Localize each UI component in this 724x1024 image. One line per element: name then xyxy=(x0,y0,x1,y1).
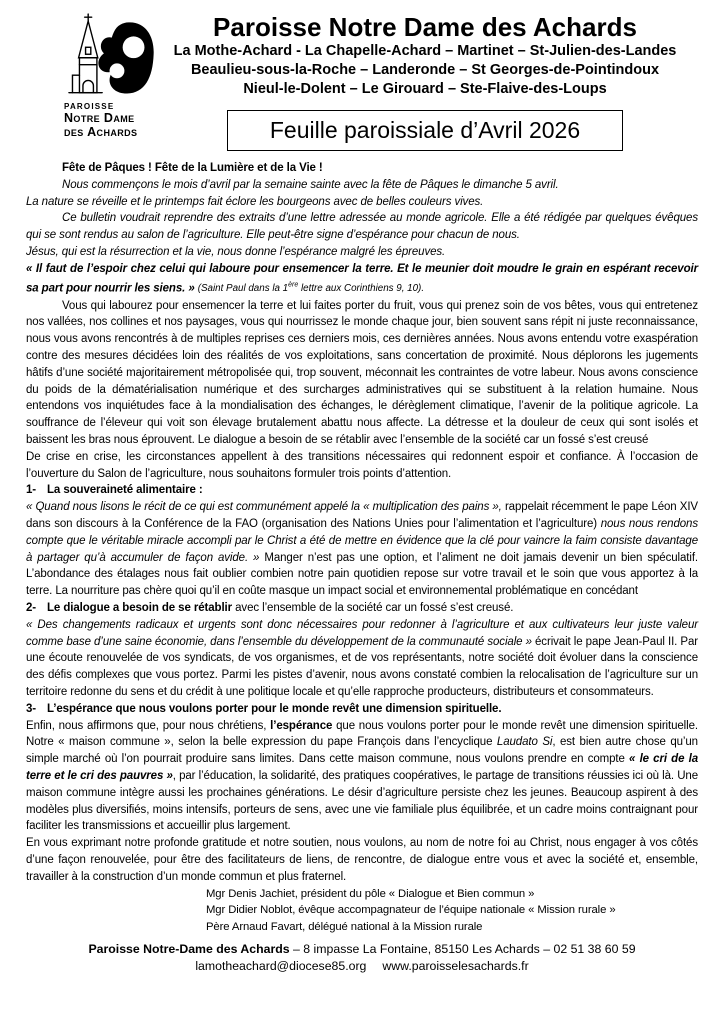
point-1-paragraph: « Quand nous lisons le récit de ce qui est communément appelé la « multiplication des pains », rappelait récemment le pape Léon XIV dans son discours à la Conférence de la FAO (organisation des Nations Unies pour l’alimentation et l’agriculture) nous nous rendons compte que le véritable miracle accompli par le Christ a été de mettre en évidence que la clé pour vaincre la faim consiste davantage à partager qu’à accumuler de façon avide. » Manger n’est pas une option, et l’aliment ne doit jamais devenir un bien spéculatif. L’abondance des étalages nous fait oublier combien notre pain quotidien repose sur votre travail et le soin que vous apportez à la terre. La nourriture pas chère quoi qu’il en coûte masque un impact social et environnemental problématique en concédant xyxy=(26,501,699,598)
footer-address: – 8 impasse La Fontaine, 85150 Les Achards – 02 51 38 60 59 xyxy=(289,941,636,956)
letter-paragraph-2: De crise en crise, les circonstances appellent à des transitions nécessaires qui redonnent espoir et confiance. À l’occasion de l’ouverture du Salon de l’agriculture, nous souhaitons formuler trois points d’attention. xyxy=(26,450,698,480)
point-1-heading: 1- La souveraineté alimentaire : xyxy=(26,484,203,497)
scripture-quote-paragraph xyxy=(26,261,698,298)
article-heading: Fête de Pâques ! Fête de la Lumière et de la Vie ! xyxy=(62,162,323,174)
intro-paragraph-3: Ce bulletin voudrait reprendre des extraits d’une lettre adressée au monde agricole. Elle a été rédigée par quelques évêques qui se sont rendus au salon de l’agriculture. Elle peut-être signe d’espérance pour chacun de nous. xyxy=(26,212,698,242)
intro-paragraph-4: Jésus, qui est la résurrection et la vie, nous donne l’espérance malgré les épreuves. xyxy=(26,245,446,258)
point-3-paragraph: Enfin, nous affirmons que, pour nous chrétiens, l’espérance que nous voulons porter pour le monde revêt une dimension spirituelle. Notre « maison commune », selon la belle expression du pape François dans l’encyclique Laudato Si, est bien autre chose qu’un simple marché où l’on pourrait produire sans limites. Dans cette maison commune, nous voulons prendre en compte « le cri de la terre et le cri des pauvres », par l’éducation, la solidarité, des pratiques coopératives, le partage de transitions réussies ici où là. Une maison commune intègre aussi les prochaines générations. Le désir d’agriculture persiste chez les jeunes. Beaucoup aspirent à des modèles plus diversifiés, moins intensifs, porteurs de sens, avec une vie familiale plus équilibrée, et un cadre moins contraignant pour faciliter les transmissions et accueillir plus largement. xyxy=(26,719,698,833)
footer-website: www.paroisselesachards.fr xyxy=(382,959,529,974)
footer xyxy=(0,941,724,976)
issue-title: Feuille paroissiale d’Avril 2026 xyxy=(269,117,581,143)
letter-paragraph-1: Vous qui labourez pour ensemencer la terre et lui faites porter du fruit, vous qui prenez soin de vos bêtes, vous qui entretenez nos vallées, nos collines et nos paysages, vous qui nourrissez le monde chaque jour, bien souvent sans répit ni juste reconnaissance, nous vous avons rencontrés à de multiples reprises ces derniers mois, ces dernières années. Nous avons entendu votre exaspération contre des mesures décidées loin des réalités de vos exploitations, sans concertation de proximité. Nous déplorons les jugements hâtifs d’une société majoritairement métropolisée qui, trop souvent, méconnait les contraintes de votre labeur. Nous avons conscience du poids de la dématérialisation numérique et des surcharges administratives qui se substituent à la relation humaine. Nous entendons vos inquiétudes face à la mondialisation des échanges, le dérèglement climatique, l’avenir de la politique agricole. La souffrance de l’éleveur qui voit son élevage brutalement abattu nous affecte. La détresse et la douleur de ceux qui sont isolés et baissent les bras nous éprouvent. Le dialogue a besoin de se rétablir avec l’ensemble de la société car un fossé s’est creusé xyxy=(26,299,698,447)
logo-caption-paroisse: PAROISSE xyxy=(64,102,115,111)
signature-line: Père Arnaud Favart, délégué national à la Mission rurale xyxy=(206,921,483,934)
parish-towns-line-3: Nieul-le-Dolent – Le Girouard – Ste-Flaive-des-Loups xyxy=(243,81,607,97)
footer-contact-line xyxy=(0,958,724,976)
logo-caption-line2: des Achards xyxy=(64,124,138,139)
point-2-heading: 2- Le dialogue a besoin de se rétablir avec l’ensemble de la société car un fossé s’est creusé. xyxy=(26,601,514,614)
newsletter-body xyxy=(26,160,698,936)
signature-line: Mgr Denis Jachiet, président du pôle « Dialogue et Bien commun » xyxy=(206,887,535,900)
parish-towns-line-2: Beaulieu-sous-la-Roche – Landeronde – St Georges-de-Pointindoux xyxy=(190,62,660,78)
point-2-paragraph: « Des changements radicaux et urgents sont donc nécessaires pour redonner à l’agriculture et aux cultivateurs leur juste valeur comme base d’une saine économie, dans l’ensemble du développement de la communauté sociale » écrivait le pape Jean-Paul II. Par une écoute renouvelée de vos syndicats, de vos organismes, et de vos représentants, notre société doit évoluer dans la conscience des défis complexes que vous portez. Parmi les pistes d’avenir, nous avons constaté combien la relocalisation de l’agriculture sur un territoire redonne du sens et du crédit à une politique locale et qu’elle rapproche producteurs, distributeurs et consommateurs. xyxy=(26,618,698,698)
signature-line: Mgr Didier Noblot, évêque accompagnateur de l’équipe nationale « Mission rurale » xyxy=(206,904,616,917)
scripture-quote: « Il faut de l’espoir chez celui qui laboure pour ensemencer la terre. Et le meunier doit moudre le grain en espérant recevoir sa part pour nourrir les siens. » xyxy=(26,262,698,294)
signatures xyxy=(206,886,698,936)
page-title: Paroisse Notre Dame des Achards xyxy=(213,12,637,42)
logo-caption-line1: Notre Dame xyxy=(64,111,135,125)
parish-towns-line-1: La Mothe-Achard - La Chapelle-Achard – Martinet – St-Julien-des-Landes xyxy=(173,43,677,59)
footer-parish-name: Paroisse Notre-Dame des Achards xyxy=(88,941,290,956)
church-madonna-icon xyxy=(62,12,158,100)
footer-address-line xyxy=(0,941,724,959)
scripture-reference: (Saint Paul dans la 1ère lettre aux Corinthiens 9, 10). xyxy=(197,281,425,294)
issue-title-box xyxy=(227,110,623,151)
point-3-heading: 3- L’espérance que nous voulons porter pour le monde revêt une dimension spirituelle. xyxy=(26,702,502,715)
intro-paragraph-1: Nous commençons le mois d’avril par la semaine sainte avec la fête de Pâques le dimanche 5 avril. xyxy=(62,178,559,191)
intro-paragraph-2: La nature se réveille et le printemps fait éclore les bourgeons avec de belles couleurs vives. xyxy=(26,195,484,208)
footer-email: lamotheachard@diocese85.org xyxy=(195,959,367,974)
closing-paragraph: En vous exprimant notre profonde gratitude et notre soutien, nous voulons, au nom de notre foi au Christ, nous engager à vos côtés d’une façon renouvelée, pour être des facilitateurs de liens, de rencontre, de dialogue entre vous et avec la société et, ensemble, travailler à la construction d’un monde commun et plus fraternel. xyxy=(26,837,698,883)
parish-logo xyxy=(54,12,176,139)
header xyxy=(150,0,700,151)
